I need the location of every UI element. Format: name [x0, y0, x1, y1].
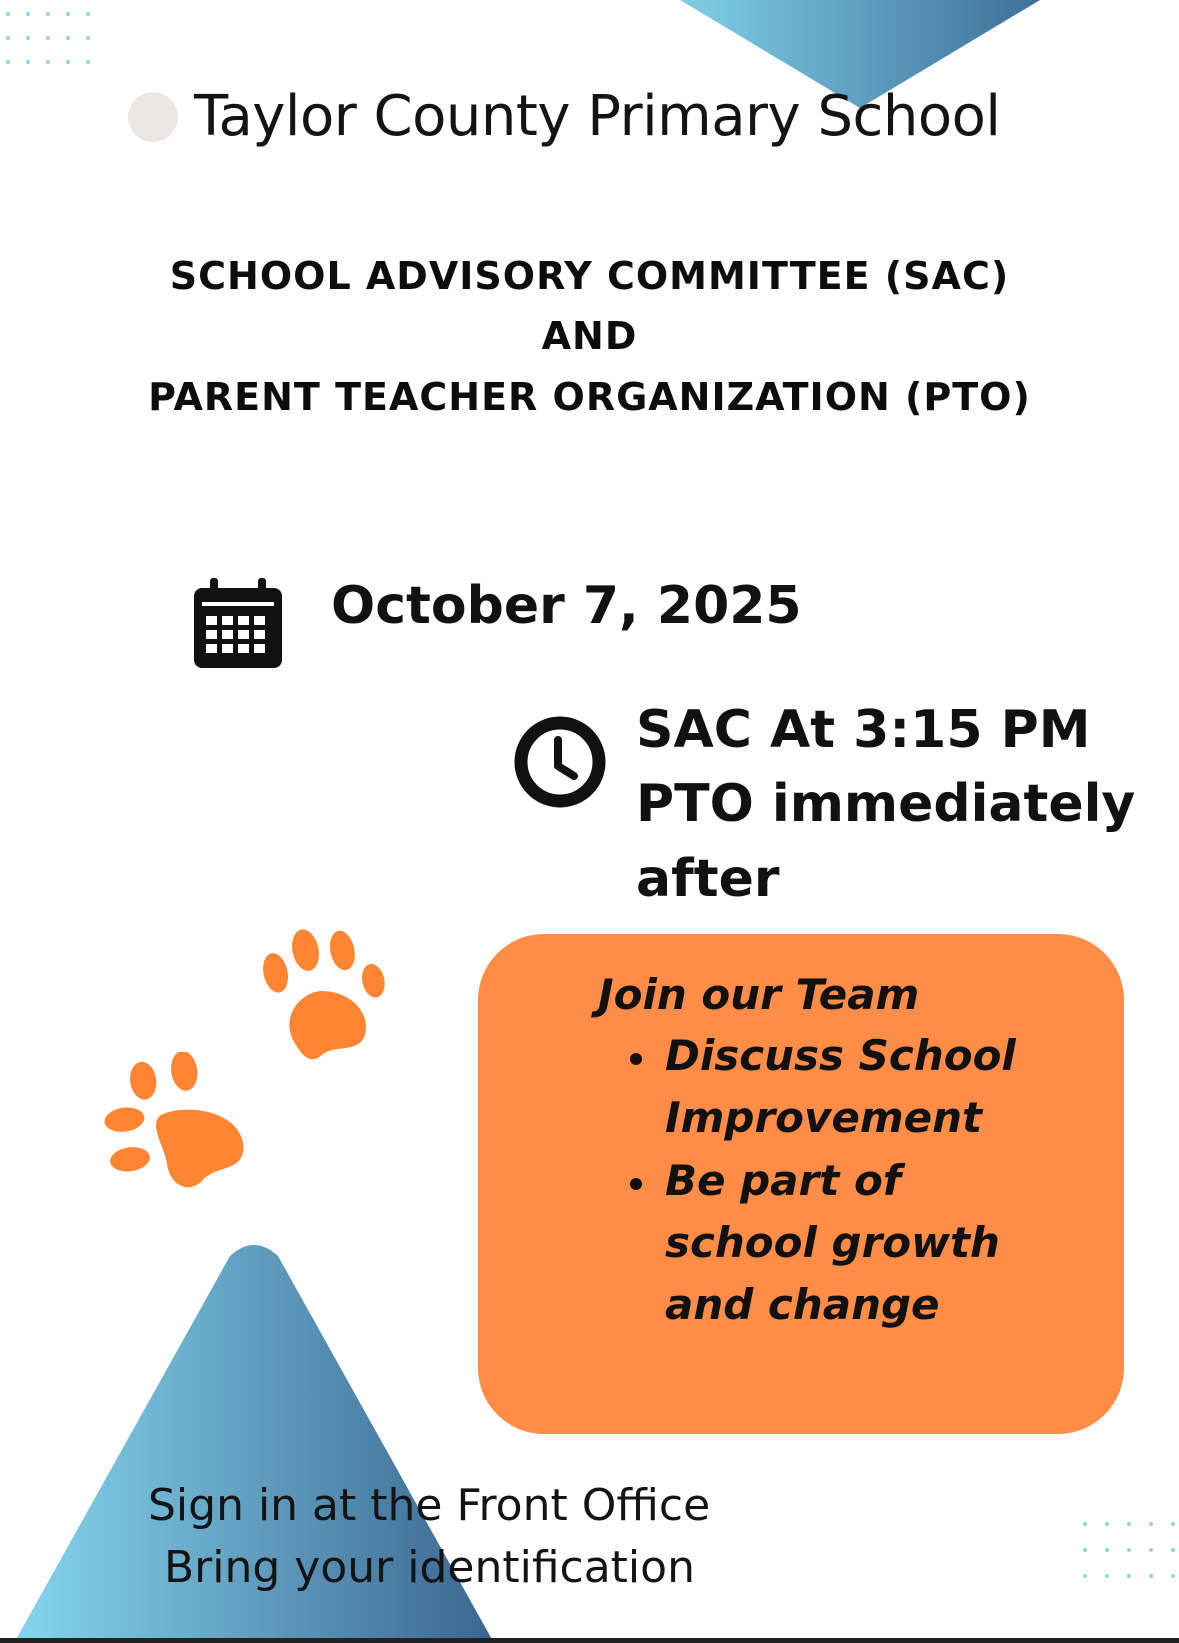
- heading-line-2: AND: [541, 314, 638, 358]
- school-seal-placeholder: [128, 92, 178, 142]
- event-date: October 7, 2025: [331, 576, 802, 636]
- dot-grid-bottom-right: [1083, 1522, 1175, 1578]
- clock-icon: [514, 716, 606, 808]
- heading-line-1: SCHOOL ADVISORY COMMITTEE (SAC): [169, 254, 1010, 298]
- time-line-pto: PTO immediately: [636, 774, 1136, 834]
- dot-grid-top-left: [6, 12, 90, 64]
- time-line-after: after: [636, 849, 780, 909]
- card-title: Join our Team: [598, 970, 920, 1019]
- heading-line-3: PARENT TEACHER ORGANIZATION (PTO): [148, 375, 1031, 419]
- bullet-2-line-3: and change: [665, 1280, 940, 1329]
- footer-line-1: Sign in at the Front Office: [148, 1480, 711, 1531]
- bullet-2-line-1: Be part of: [665, 1156, 902, 1205]
- bottom-border: [0, 1638, 1179, 1643]
- paw-print-icon: [104, 1052, 256, 1202]
- time-line-sac: SAC At 3:15 PM: [636, 700, 1091, 760]
- footer-line-2: Bring your identification: [164, 1542, 695, 1593]
- bullet-marker: [630, 1178, 642, 1190]
- bullet-marker: [630, 1053, 642, 1065]
- paw-print-icon: [246, 926, 396, 1072]
- bullet-1-line-1: Discuss School: [665, 1031, 1016, 1080]
- school-name: Taylor County Primary School: [194, 84, 1001, 149]
- calendar-icon: [192, 578, 284, 670]
- bullet-2-line-2: school growth: [665, 1218, 1000, 1267]
- bullet-1-line-2: Improvement: [665, 1093, 983, 1142]
